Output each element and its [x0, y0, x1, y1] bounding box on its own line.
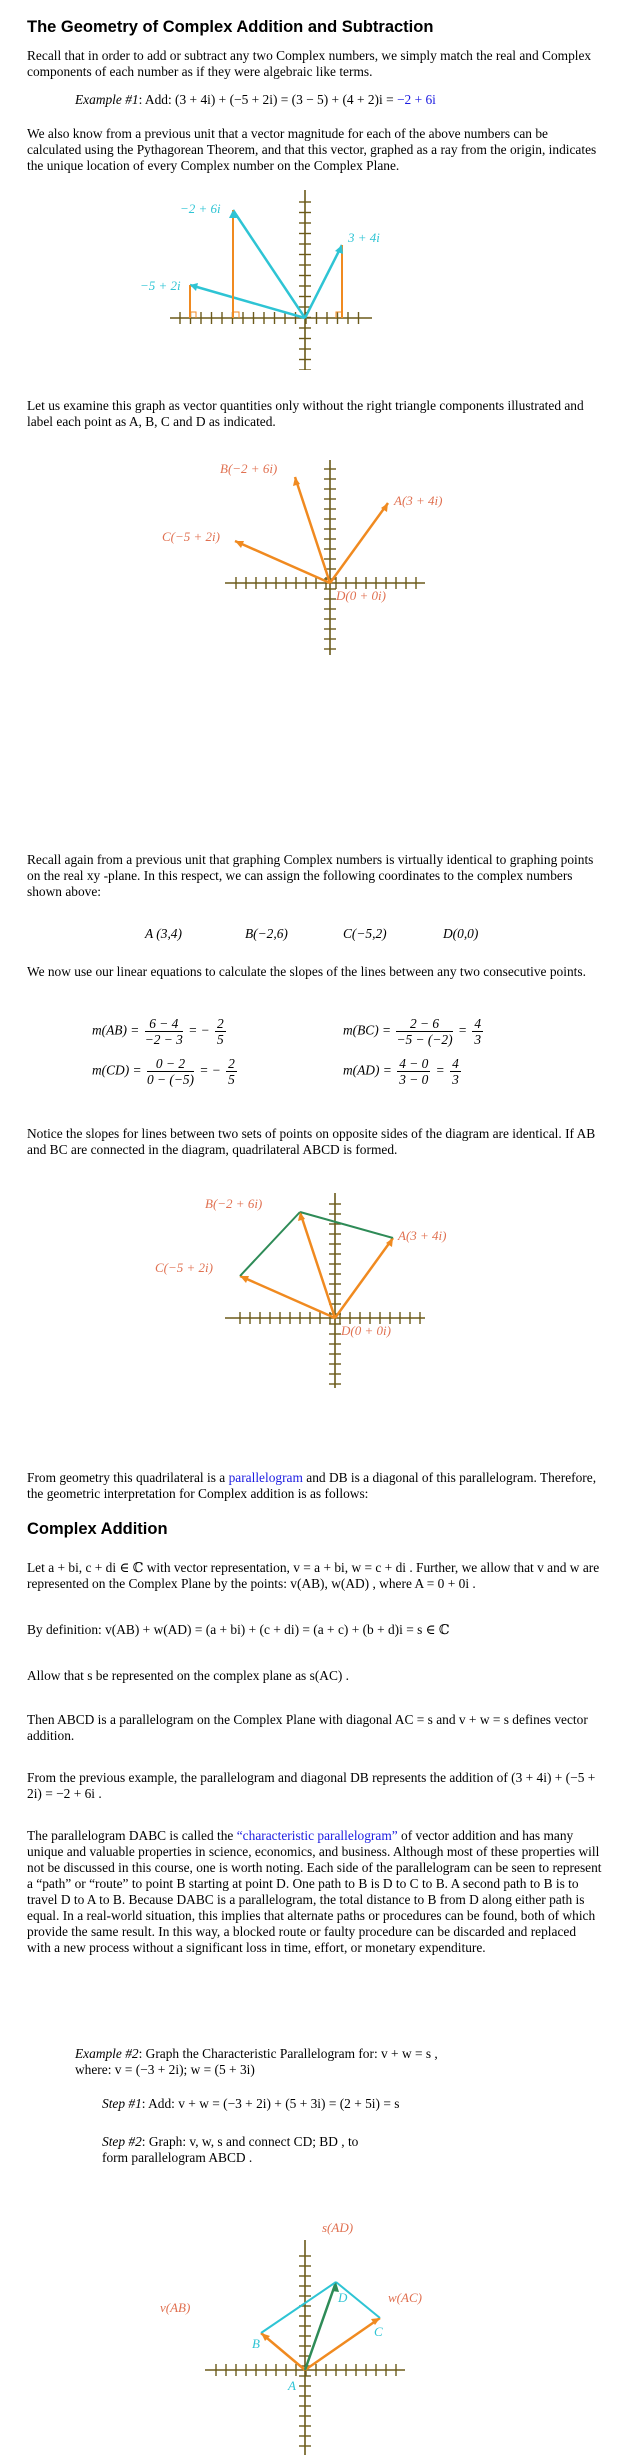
label-points-paragraph: Let us examine this graph as vector quantities only without the right triangle components illustrated and label each point as A, B, C and D as indicated. — [27, 398, 584, 429]
fig3-side-ab — [300, 1212, 393, 1238]
slopes-intro-paragraph: We now use our linear equations to calculate the slopes of the lines between any two consecutive points. — [27, 964, 586, 979]
example2-label: Example #2 — [75, 2046, 139, 2061]
abcd-parallelogram-line: Then ABCD is a parallelogram on the Complex Plane with diagonal AC = s and v + w = s defines vector addition. — [27, 1712, 588, 1743]
slope-ab-eq: = − — [188, 1022, 210, 1038]
example1 — [75, 92, 626, 108]
slope-bc-num: 2 − 6 — [396, 1016, 452, 1032]
slope-ab-lhs: m(AB) = — [92, 1022, 140, 1038]
slope-ad-frac — [397, 1056, 430, 1087]
slope-bc — [343, 1016, 485, 1047]
step1-label: Step #1 — [102, 2096, 142, 2111]
figure-1-vectors — [140, 190, 460, 370]
slope-bc-lhs: m(BC) = — [343, 1022, 392, 1038]
slope-ad-den: 3 − 0 — [399, 1072, 429, 1087]
step1-text: : Add: v + w = (−3 + 2i) + (5 + 3i) = (2 + 5i) = s — [141, 2096, 400, 2111]
fig4-label-b: B — [252, 2336, 260, 2351]
slope-cd-eq: = − — [199, 1062, 221, 1078]
parallelogram-paragraph — [27, 1470, 602, 1502]
slope-ab-rn: 2 — [217, 1016, 224, 1031]
fig2-vector-c — [235, 541, 330, 583]
fig3-label-a: A(3 + 4i) — [398, 1228, 447, 1243]
coordinates-paragraph: Recall again from a previous unit that graphing Complex numbers is virtually identical to graphing points on the real xy -plane. In this respect, we can assign the following coordinates to the complex numbers shown above: — [27, 852, 594, 899]
slope-ad — [343, 1056, 463, 1087]
fig1-vector-b — [305, 245, 342, 318]
fig2-label-c: C(−5 + 2i) — [162, 529, 220, 544]
example1-label: Example #1 — [75, 92, 139, 107]
para7-post: and DB is a diagonal of this parallelogram. Therefore, the geometric interpretation for Complex addition is as follows: — [27, 1470, 597, 1501]
slope-ab-rd: 5 — [217, 1032, 224, 1047]
slope-bc-rn: 4 — [474, 1016, 482, 1031]
allow-s-line: Allow that s be represented on the complex plane as s(AC) . — [27, 1668, 350, 1683]
characteristic-parallelogram-paragraph — [27, 1828, 602, 1956]
slope-ab-den: −2 − 3 — [144, 1032, 183, 1047]
fig2-label-d: D(0 + 0i) — [336, 588, 386, 603]
fig4-axes — [205, 2240, 405, 2455]
slope-bc-frac — [396, 1016, 452, 1047]
fig1-label-a: −2 + 6i — [180, 201, 221, 216]
fig2-label-a: A(3 + 4i) — [394, 493, 443, 508]
fig3-label-d: D(0 + 0i) — [341, 1323, 391, 1338]
fig4-vector-w — [305, 2318, 380, 2370]
slope-ab-num: 6 − 4 — [145, 1016, 183, 1032]
slope-ad-eq: = — [435, 1062, 445, 1078]
slope-ad-lhs: m(AD) = — [343, 1062, 392, 1078]
by-definition-line: By definition: v(AB) + w(AD) = (a + bi) + (c + di) = (a + c) + (b + d)i = s ∈ ℂ — [27, 1622, 450, 1637]
fig4-label-d: D — [338, 2290, 348, 2305]
example2-line1: : Graph the Characteristic Parallelogram for: v + w = s , — [138, 2046, 438, 2061]
slope-bc-eq: = — [457, 1022, 467, 1038]
fig3-vector-a — [335, 1238, 393, 1318]
slope-cd-rd: 5 — [228, 1072, 235, 1087]
coord-d: D(0,0) — [443, 926, 479, 941]
fig4-label-v: v(AB) — [160, 2300, 191, 2315]
slopes-notice-paragraph: Notice the slopes for lines between two sets of points on opposite sides of the diagram are identical. If AB and BC are connected in the diagram, quadrilateral ABCD is formed. — [27, 1126, 596, 1157]
ca6-pre: The parallelogram DABC is called the — [27, 1828, 237, 1843]
fig3-vector-c — [240, 1276, 335, 1318]
fig1-label-c: −5 + 2i — [140, 278, 181, 293]
page-title: The Geometry of Complex Addition and Subtraction — [27, 18, 434, 36]
fig2-vector-a — [330, 503, 388, 583]
fig2-vector-b — [295, 477, 330, 583]
fig3-ticks — [240, 1204, 420, 1384]
fig1-label-b: 3 + 4i — [348, 230, 380, 245]
fig2-ticks — [236, 469, 416, 649]
fig4-vector-v — [261, 2333, 305, 2370]
slope-ab-result — [215, 1016, 226, 1047]
characteristic-parallelogram-link[interactable]: “characteristic parallelogram” — [236, 1828, 398, 1843]
fig3-side-bc — [240, 1212, 300, 1276]
example2 — [75, 2046, 595, 2078]
example2-line2: where: v = (−3 + 2i); w = (5 + 3i) — [75, 2062, 255, 2077]
slope-ad-rn: 4 — [452, 1056, 459, 1071]
complex-addition-heading: Complex Addition — [27, 1520, 168, 1538]
step2-text: : Graph: v, w, s and connect CD; BD , to form parallelogram ABCD . — [102, 2134, 359, 2165]
fig2-label-b: B(−2 + 6i) — [220, 461, 278, 476]
figure-3-quadrilateral — [140, 1188, 460, 1388]
slope-cd-lhs: m(CD) = — [92, 1062, 142, 1078]
fig4-label-a: A — [288, 2378, 296, 2393]
coord-a: A (3,4) — [145, 926, 182, 941]
slope-ad-result — [450, 1056, 461, 1087]
step2-label: Step #2 — [102, 2134, 142, 2149]
intro-paragraph: Recall that in order to add or subtract any two Complex numbers, we simply match the real and Complex components of each number as if they were algebraic like terms. — [27, 48, 592, 79]
fig4-label-s: s(AD) — [322, 2220, 354, 2235]
fig1-vector-a — [233, 210, 305, 318]
complex-addition-definition: Let a + bi, c + di ∈ ℂ with vector representation, v = a + bi, w = c + di . Further, we allow that v and w are represented on the Complex Plane by the points: v(AB), w(AD) , where A = 0 + 0i . — [27, 1560, 600, 1591]
step2 — [102, 2134, 372, 2166]
fig1-ticks — [180, 202, 359, 370]
fig4-label-c: C — [374, 2324, 383, 2339]
slope-ad-num: 4 − 0 — [399, 1056, 429, 1071]
slope-cd-den: 0 − (−5) — [146, 1072, 195, 1087]
vector-magnitude-paragraph: We also know from a previous unit that a vector magnitude for each of the above numbers can be calculated using the Pythagorean Theorem, and that this vector, graphed as a ray from the origin, indicates the unique location of every Complex number on the Complex Plane. — [27, 126, 597, 173]
slope-cd-frac — [147, 1056, 194, 1087]
slope-bc-den: −5 − (−2) — [396, 1032, 453, 1047]
slope-ab — [92, 1016, 228, 1047]
slope-cd-num: 0 − 2 — [147, 1056, 194, 1072]
slope-ab-frac — [145, 1016, 183, 1047]
para7-pre: From geometry this quadrilateral is a — [27, 1470, 229, 1485]
slope-ad-rd: 3 — [452, 1072, 459, 1087]
fig4-side-bd — [261, 2282, 336, 2333]
coord-b: B(−2,6) — [245, 926, 288, 941]
step1 — [102, 2096, 592, 2112]
ca6-post: of vector addition and has many unique and valuable properties in science, economics, and business. Although most of these properties will not be discussed in this course, one is worth noting. Each side of the parallelogram can be seen to represent a “path” or “route” to point B starting at point D. One path to B is D to C to B. A second path to B is to travel D to A to B. Because DABC is a parallelogram, the total distance to B from D along either path is equal. In a real-world situation, this implies that alternate paths or procedures can be found, both of which provide the same result. In this way, a blocked route or faulty procedure can be discarded and replaced with a new process without a significant loss in time, effort, or monetary expenditure. — [27, 1828, 602, 1955]
example1-text: : Add: (3 + 4i) + (−5 + 2i) = (3 − 5) + (4 + 2)i = — [138, 92, 397, 107]
fig3-vector-b — [300, 1212, 335, 1318]
slope-bc-rd: 3 — [474, 1032, 482, 1047]
slope-bc-result — [472, 1016, 483, 1047]
fig3-label-b: B(−2 + 6i) — [205, 1196, 263, 1211]
figure-4-characteristic-parallelogram — [160, 2200, 480, 2460]
slope-cd-rn: 2 — [228, 1056, 235, 1071]
slope-cd — [92, 1056, 239, 1087]
coord-c: C(−5,2) — [343, 926, 387, 941]
fig3-label-c: C(−5 + 2i) — [155, 1260, 213, 1275]
parallelogram-link[interactable]: parallelogram — [228, 1470, 303, 1485]
example1-result: −2 + 6i — [396, 92, 436, 107]
fig4-label-w: w(AC) — [388, 2290, 422, 2305]
slope-cd-result — [226, 1056, 237, 1087]
previous-example-line: From the previous example, the parallelogram and diagonal DB represents the addition of (3 + 4i) + (−5 + 2i) = −2 + 6i . — [27, 1770, 596, 1801]
fig4-ticks — [216, 2256, 396, 2446]
figure-2-labeled-vectors — [140, 455, 460, 655]
